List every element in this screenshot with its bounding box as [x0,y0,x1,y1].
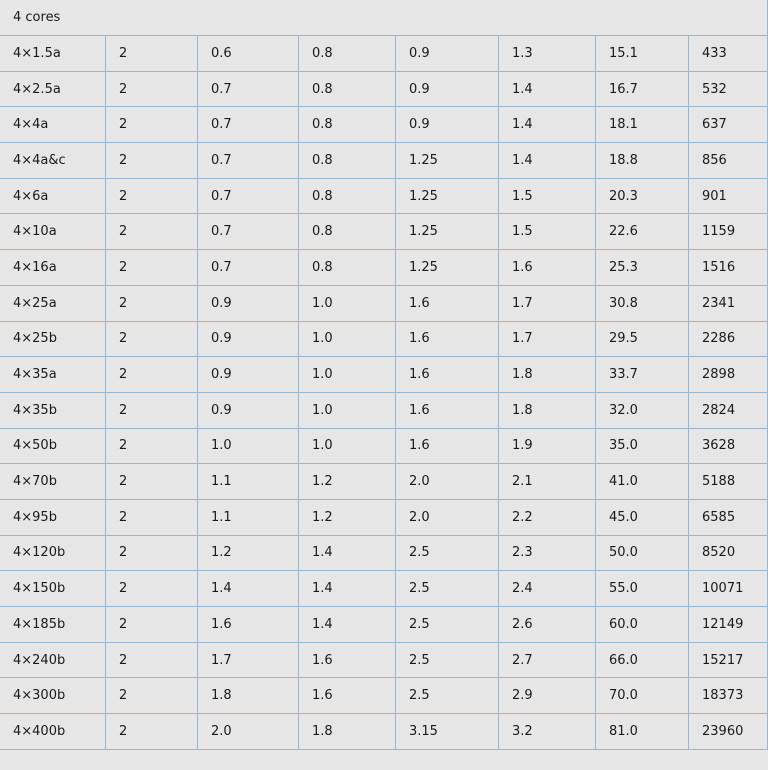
col5-cell: 0.9 [396,36,499,72]
conductor-size-cell: 4×50b [0,428,106,464]
outer-diameter-cell: 60.0 [596,607,689,643]
weight-cell: 433 [689,36,768,72]
col5-cell: 3.15 [396,714,499,750]
col5-cell: 1.6 [396,357,499,393]
outer-diameter-cell: 81.0 [596,714,689,750]
table-row [0,214,768,250]
conductor-size-cell: 4×185b [0,607,106,643]
table-row [0,607,768,643]
outer-diameter-cell: 16.7 [596,71,689,107]
section-label: 4 cores [0,0,768,36]
conductor-size-cell: 4×6a [0,178,106,214]
col4-cell: 1.4 [299,535,396,571]
table-row [0,642,768,678]
col5-cell: 2.5 [396,678,499,714]
col5-cell: 2.5 [396,607,499,643]
col2-cell: 2 [106,250,198,286]
col6-cell: 1.4 [499,107,596,143]
col3-cell: 1.0 [198,428,299,464]
col3-cell: 0.6 [198,36,299,72]
col3-cell: 0.7 [198,214,299,250]
col5-cell: 1.25 [396,250,499,286]
col3-cell: 1.7 [198,642,299,678]
col5-cell: 1.6 [396,392,499,428]
weight-cell: 8520 [689,535,768,571]
table-row [0,535,768,571]
weight-cell: 6585 [689,499,768,535]
col6-cell: 2.6 [499,607,596,643]
col5-cell: 1.6 [396,428,499,464]
outer-diameter-cell: 66.0 [596,642,689,678]
col5-cell: 2.0 [396,464,499,500]
col3-cell: 2.0 [198,714,299,750]
col3-cell: 1.1 [198,464,299,500]
col5-cell: 2.5 [396,642,499,678]
col2-cell: 2 [106,499,198,535]
col6-cell: 2.3 [499,535,596,571]
col4-cell: 1.4 [299,571,396,607]
conductor-size-cell: 4×25b [0,321,106,357]
col3-cell: 0.7 [198,178,299,214]
weight-cell: 856 [689,143,768,179]
table-row [0,143,768,179]
outer-diameter-cell: 32.0 [596,392,689,428]
outer-diameter-cell: 50.0 [596,535,689,571]
col5-cell: 1.25 [396,143,499,179]
col6-cell: 1.6 [499,250,596,286]
outer-diameter-cell: 20.3 [596,178,689,214]
table-row [0,499,768,535]
table-row [0,71,768,107]
col4-cell: 1.6 [299,642,396,678]
col3-cell: 0.9 [198,392,299,428]
col2-cell: 2 [106,464,198,500]
col3-cell: 0.7 [198,107,299,143]
col3-cell: 0.9 [198,285,299,321]
weight-cell: 15217 [689,642,768,678]
col2-cell: 2 [106,392,198,428]
conductor-size-cell: 4×150b [0,571,106,607]
outer-diameter-cell: 45.0 [596,499,689,535]
col4-cell: 1.2 [299,499,396,535]
col3-cell: 1.4 [198,571,299,607]
weight-cell: 12149 [689,607,768,643]
col6-cell: 1.3 [499,36,596,72]
col3-cell: 1.6 [198,607,299,643]
weight-cell: 637 [689,107,768,143]
col5-cell: 2.5 [396,571,499,607]
col4-cell: 1.2 [299,464,396,500]
weight-cell: 2341 [689,285,768,321]
col3-cell: 0.7 [198,250,299,286]
col3-cell: 1.1 [198,499,299,535]
col3-cell: 1.2 [198,535,299,571]
col5-cell: 1.6 [396,285,499,321]
col6-cell: 2.4 [499,571,596,607]
col2-cell: 2 [106,107,198,143]
col3-cell: 0.7 [198,143,299,179]
weight-cell: 2898 [689,357,768,393]
weight-cell: 1159 [689,214,768,250]
conductor-size-cell: 4×95b [0,499,106,535]
outer-diameter-cell: 41.0 [596,464,689,500]
col3-cell: 0.7 [198,71,299,107]
outer-diameter-cell: 35.0 [596,428,689,464]
conductor-size-cell: 4×400b [0,714,106,750]
col5-cell: 2.5 [396,535,499,571]
col5-cell: 1.6 [396,321,499,357]
conductor-size-cell: 4×35a [0,357,106,393]
col4-cell: 0.8 [299,214,396,250]
col6-cell: 2.7 [499,642,596,678]
weight-cell: 1516 [689,250,768,286]
col5-cell: 2.0 [396,499,499,535]
col6-cell: 1.4 [499,143,596,179]
conductor-size-cell: 4×2.5a [0,71,106,107]
col4-cell: 1.6 [299,678,396,714]
weight-cell: 532 [689,71,768,107]
col2-cell: 2 [106,428,198,464]
col2-cell: 2 [106,571,198,607]
col4-cell: 0.8 [299,107,396,143]
col2-cell: 2 [106,357,198,393]
col6-cell: 1.9 [499,428,596,464]
conductor-size-cell: 4×4a&c [0,143,106,179]
col6-cell: 1.7 [499,285,596,321]
col3-cell: 1.8 [198,678,299,714]
col2-cell: 2 [106,642,198,678]
col4-cell: 1.0 [299,321,396,357]
col2-cell: 2 [106,71,198,107]
col6-cell: 1.5 [499,214,596,250]
col4-cell: 1.0 [299,285,396,321]
col5-cell: 1.25 [396,214,499,250]
outer-diameter-cell: 18.1 [596,107,689,143]
outer-diameter-cell: 22.6 [596,214,689,250]
conductor-size-cell: 4×16a [0,250,106,286]
outer-diameter-cell: 29.5 [596,321,689,357]
conductor-size-cell: 4×10a [0,214,106,250]
col2-cell: 2 [106,607,198,643]
col2-cell: 2 [106,285,198,321]
conductor-size-cell: 4×4a [0,107,106,143]
col4-cell: 1.4 [299,607,396,643]
col5-cell: 0.9 [396,71,499,107]
col2-cell: 2 [106,678,198,714]
col6-cell: 1.8 [499,357,596,393]
table-row [0,571,768,607]
conductor-size-cell: 4×35b [0,392,106,428]
conductor-size-cell: 4×120b [0,535,106,571]
table-row [0,428,768,464]
col4-cell: 1.0 [299,357,396,393]
outer-diameter-cell: 30.8 [596,285,689,321]
section-header-row [0,0,768,36]
col6-cell: 1.5 [499,178,596,214]
table-row [0,678,768,714]
col2-cell: 2 [106,535,198,571]
col6-cell: 1.8 [499,392,596,428]
col4-cell: 0.8 [299,71,396,107]
table-row [0,321,768,357]
outer-diameter-cell: 55.0 [596,571,689,607]
col2-cell: 2 [106,321,198,357]
weight-cell: 5188 [689,464,768,500]
col6-cell: 2.1 [499,464,596,500]
table-row [0,178,768,214]
col3-cell: 0.9 [198,321,299,357]
col4-cell: 1.0 [299,392,396,428]
conductor-size-cell: 4×25a [0,285,106,321]
col5-cell: 1.25 [396,178,499,214]
outer-diameter-cell: 70.0 [596,678,689,714]
outer-diameter-cell: 15.1 [596,36,689,72]
conductor-size-cell: 4×240b [0,642,106,678]
col6-cell: 2.2 [499,499,596,535]
table-row [0,392,768,428]
table-row [0,107,768,143]
col2-cell: 2 [106,143,198,179]
col2-cell: 2 [106,214,198,250]
weight-cell: 18373 [689,678,768,714]
outer-diameter-cell: 33.7 [596,357,689,393]
conductor-size-cell: 4×70b [0,464,106,500]
col4-cell: 0.8 [299,143,396,179]
conductor-size-cell: 4×300b [0,678,106,714]
col4-cell: 0.8 [299,178,396,214]
col4-cell: 0.8 [299,36,396,72]
outer-diameter-cell: 18.8 [596,143,689,179]
outer-diameter-cell: 25.3 [596,250,689,286]
col6-cell: 2.9 [499,678,596,714]
col3-cell: 0.9 [198,357,299,393]
weight-cell: 3628 [689,428,768,464]
table-row [0,250,768,286]
col4-cell: 0.8 [299,250,396,286]
weight-cell: 901 [689,178,768,214]
col2-cell: 2 [106,36,198,72]
col5-cell: 0.9 [396,107,499,143]
col2-cell: 2 [106,714,198,750]
col2-cell: 2 [106,178,198,214]
weight-cell: 10071 [689,571,768,607]
weight-cell: 2824 [689,392,768,428]
col6-cell: 1.4 [499,71,596,107]
col6-cell: 3.2 [499,714,596,750]
col4-cell: 1.8 [299,714,396,750]
col6-cell: 1.7 [499,321,596,357]
conductor-size-cell: 4×1.5a [0,36,106,72]
table-row [0,714,768,750]
table-row [0,357,768,393]
weight-cell: 23960 [689,714,768,750]
table-row [0,36,768,72]
weight-cell: 2286 [689,321,768,357]
col4-cell: 1.0 [299,428,396,464]
table-row [0,464,768,500]
table-row [0,285,768,321]
